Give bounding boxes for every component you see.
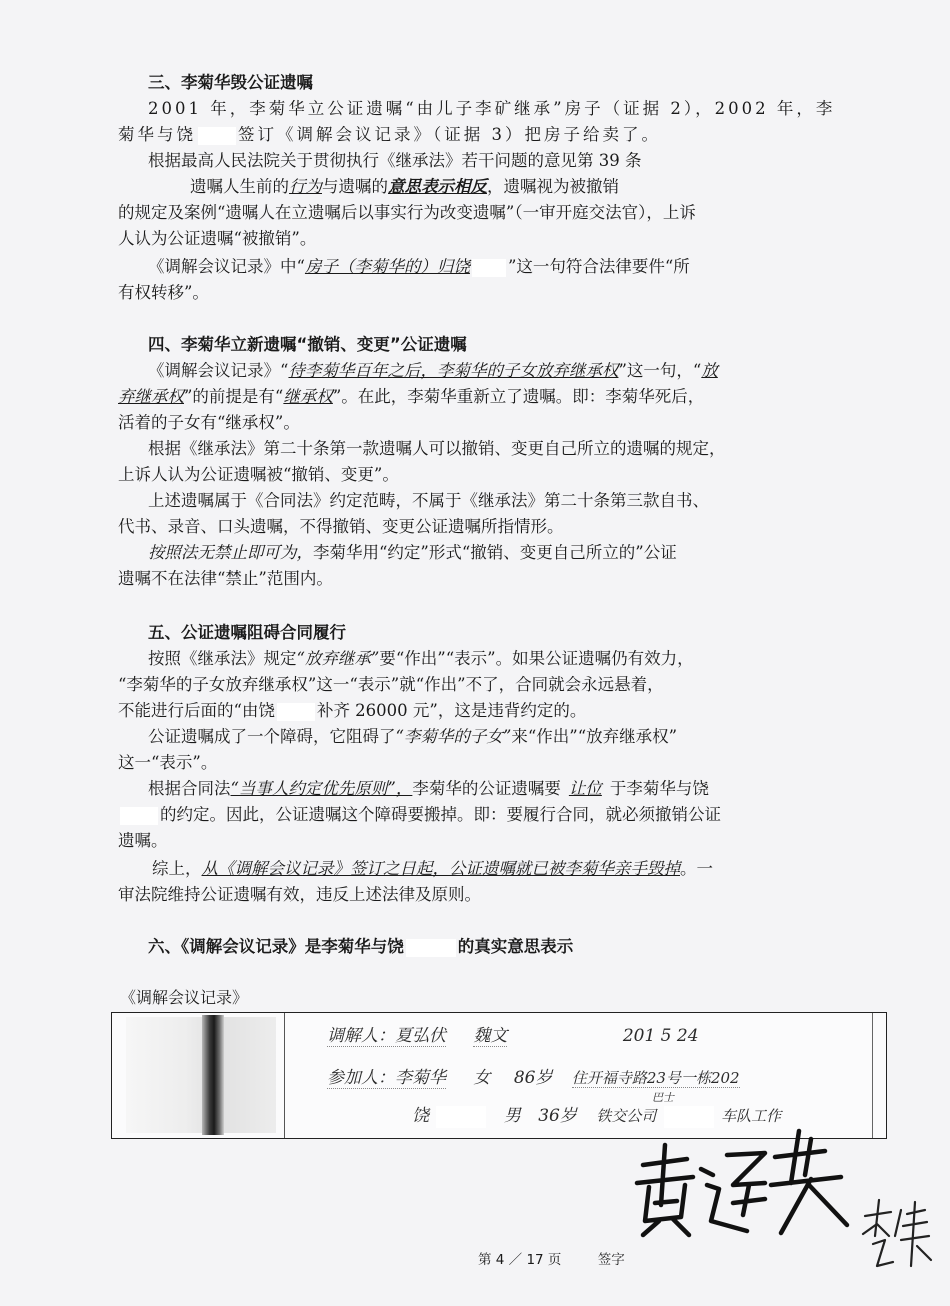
text-run: ”的前提是有“: [184, 387, 284, 406]
quoted-rule-line: [190, 174, 619, 200]
handwritten-text: 201 5 24: [622, 1026, 699, 1046]
emphasis-text: “李菊华的子女”: [395, 727, 512, 746]
paragraph-line: 遗嘱不在法律“禁止”范围内。: [118, 569, 333, 588]
text-run: 的真实意思表示: [457, 937, 574, 956]
paragraph-line: 的规定及案例“遗嘱人在立遗嘱后以事实行为改变遗嘱”（一审开庭交法官），上诉: [118, 203, 696, 222]
paragraph-line: 上诉人认为公证遗嘱被“撤销、变更”。: [118, 465, 399, 484]
handwritten-text: 女: [473, 1068, 491, 1088]
paragraph-line: 这一“表示”。: [118, 753, 218, 772]
signature-label: 签字: [597, 1252, 625, 1268]
handwritten-text: 男: [503, 1106, 521, 1126]
text-run: 不能进行后面的“由饶: [118, 701, 275, 720]
paragraph-line: [152, 856, 713, 882]
text-run: 与遗嘱的: [322, 177, 388, 196]
paragraph-line: 人认为公证遗嘱“被撤销”。: [118, 229, 317, 248]
text-run: ，遗嘱视为被撤销: [487, 177, 619, 196]
text-run: 。一: [680, 859, 713, 878]
signature-2: [855, 1196, 933, 1274]
text-run: 菊华与饶: [118, 125, 196, 144]
paragraph-line: [118, 698, 586, 724]
paragraph-line: [148, 540, 677, 566]
text-run: 要“作出”“表示”。如果公证遗嘱仍有效力，: [379, 649, 694, 668]
handwritten-text: 住开福寺路23号一栋202: [571, 1069, 740, 1087]
emphasis-text: 意思表示相反: [388, 177, 487, 196]
text-run: 根据合同法: [148, 779, 231, 798]
text-run: 李菊华用“约定”形式“撤销、变更自己所立的”公证: [313, 543, 677, 562]
scan-binding-edge: [202, 1015, 224, 1135]
emphasis-text: 按照法无禁止即可为，: [148, 543, 313, 562]
paragraph-line: 有权转移”。: [118, 283, 209, 302]
emphasis-text: 继承权: [283, 387, 333, 406]
handwritten-text: 魏文: [473, 1026, 508, 1046]
paragraph-line: 遗嘱。: [118, 831, 168, 850]
section-4-heading: 四、李菊华立新遗嘱“撤销、变更”公证遗嘱: [148, 335, 467, 354]
emphasis-text: “放弃继承”: [296, 649, 380, 668]
paragraph-line: [148, 776, 709, 802]
scan-margin-line: [872, 1013, 873, 1138]
text-run: 的约定。因此，公证遗嘱这个障碍要搬掉。即：要履行合同，就必须撤销公证: [160, 805, 721, 824]
emphasis-text: 房子（李菊华的）归饶: [304, 257, 470, 276]
handwritten-text: 铁交公司: [596, 1107, 657, 1125]
text-run: 综上，: [152, 859, 202, 878]
text-run: 《调解会议记录》“: [148, 361, 289, 380]
paragraph-line: 2001 年，李菊华立公证遗嘱“由儿子李矿继承”房子（证据 2），2002 年，李: [148, 99, 836, 118]
text-run: 于李菊华与饶: [609, 779, 709, 798]
paragraph-line: “李菊华的子女放弃继承权”这一“表示”就“作出”不了，合同就会永远悬着，: [118, 675, 664, 694]
text-run: ”这一句，“: [618, 361, 702, 380]
scan-margin-line: [284, 1013, 285, 1138]
section-5-heading: 五、公证遗嘱阻碍合同履行: [148, 623, 346, 642]
text-run: 签订《调解会议记录》（证据 3）把房子给卖了。: [238, 125, 661, 144]
paragraph-line: [118, 802, 721, 828]
text-run: 六、《调解会议记录》是李菊华与饶: [148, 937, 404, 956]
handwritten-line: [327, 1063, 740, 1088]
text-run: 补齐 26000 元”，这是违背约定的。: [316, 701, 587, 720]
exhibit-caption: 《调解会议记录》: [120, 988, 249, 1007]
text-run: 来“作出”“放弃继承权”: [511, 727, 678, 746]
handwritten-text: 车队工作: [721, 1107, 782, 1125]
handwritten-text: 参加人：李菊华: [327, 1068, 446, 1088]
text-run: ”。在此，李菊华重新立了遗嘱。即：李菊华死后，: [332, 387, 705, 406]
text-run: 按照《继承法》规定: [148, 649, 297, 668]
redaction-box: [120, 807, 158, 825]
paragraph-line: [148, 724, 677, 750]
emphasis-text: 让位: [568, 779, 602, 798]
page-footer: [478, 1248, 633, 1268]
handwritten-text: 饶: [412, 1106, 429, 1126]
redaction-box: [406, 939, 456, 957]
scan-shadow: [126, 1017, 276, 1133]
emphasis-text: 弃继承权: [118, 387, 184, 406]
paragraph-line: [118, 384, 704, 410]
paragraph-line: 上述遗嘱属于《合同法》约定范畴，不属于《继承法》第二十条第三款自书、: [148, 491, 709, 510]
text-run: 《调解会议记录》中“: [148, 257, 305, 276]
section-3-heading: 三、李菊华毁公证遗嘱: [148, 73, 313, 92]
signature-1: [615, 1125, 850, 1240]
emphasis-text: 待李菊华百年之后，李菊华的子女放弃继承权: [288, 361, 619, 380]
paragraph-line: 审法院维持公证遗嘱有效，违反上述法律及原则。: [118, 885, 481, 904]
redaction-box: [277, 703, 315, 721]
handwritten-note: 巴士: [652, 1091, 674, 1104]
paragraph-line: 活着的子女有“继承权”。: [118, 413, 300, 432]
paragraph-line: [148, 254, 690, 280]
paragraph-line: 根据最高人民法院关于贯彻执行《继承法》若干问题的意见第 39 条: [148, 151, 642, 170]
emphasis-text: “当事人约定优先原则”，: [230, 779, 413, 798]
paragraph-line: [148, 358, 718, 384]
redaction-box: [472, 259, 506, 277]
handwritten-line: [327, 1021, 699, 1046]
text-run: ”这一句符合法律要件“所: [507, 257, 690, 276]
handwritten-text: 86岁: [513, 1068, 553, 1088]
text-run: 公证遗嘱成了一个障碍，它阻碍了: [148, 727, 396, 746]
paragraph-line: 代书、录音、口头遗嘱，不得撤销、变更公证遗嘱所指情形。: [118, 517, 564, 536]
paragraph-line: [148, 646, 694, 672]
page-number: 第 4 ／ 17 页: [478, 1252, 562, 1268]
handwritten-text: 调解人：夏弘伏: [327, 1026, 446, 1046]
redaction-box: [436, 1106, 486, 1128]
emphasis-text: 从《调解会议记录》签订之日起，公证遗嘱就已被李菊华亲手毁掉: [201, 859, 680, 878]
emphasis-text: 放: [701, 361, 718, 380]
text-run: 李菊华的公证遗嘱要: [412, 779, 561, 798]
paragraph-line: [118, 122, 661, 148]
text-run: 遗嘱人生前的: [190, 177, 289, 196]
scanned-exhibit: [111, 1012, 887, 1139]
handwritten-line: [412, 1101, 781, 1128]
emphasis-text: 行为: [289, 177, 322, 196]
redaction-box: [198, 127, 236, 145]
paragraph-line: 根据《继承法》第二十条第一款遗嘱人可以撤销、变更自己所立的遗嘱的规定，: [148, 439, 726, 458]
handwritten-text: 36岁: [538, 1106, 577, 1126]
section-6-heading: [148, 934, 573, 960]
